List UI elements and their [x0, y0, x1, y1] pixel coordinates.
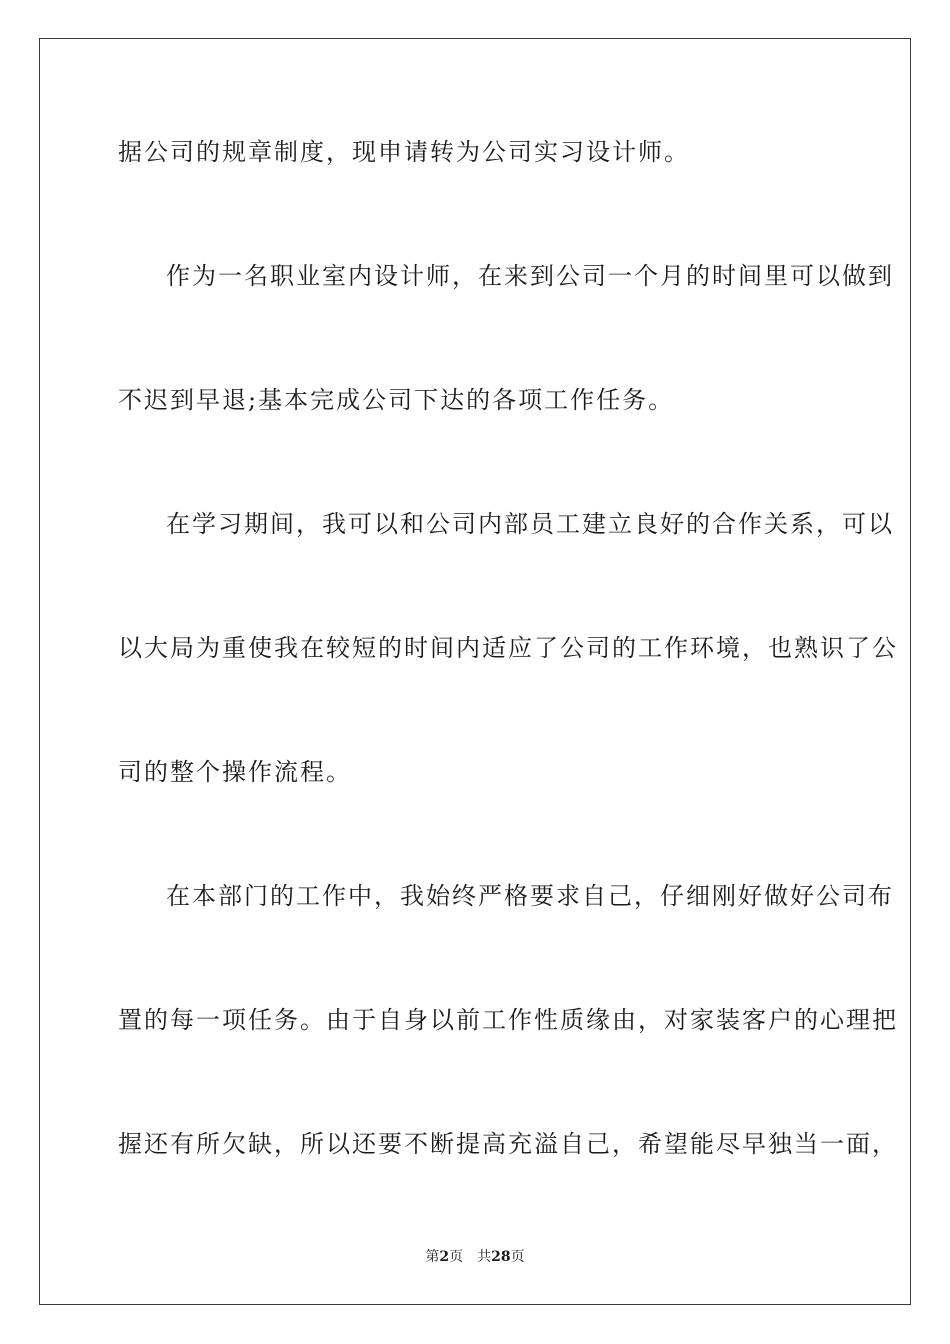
page-number: 2	[439, 1249, 450, 1265]
text-line-5: 以大局为重使我在较短的时间内适应了公司的工作环境，也熟识了公	[118, 634, 898, 662]
total-pages: 28	[491, 1249, 511, 1265]
total-prefix: 共	[477, 1249, 492, 1265]
text-line-7: 在本部门的工作中，我始终严格要求自己，仔细刚好做好公司布	[166, 882, 894, 910]
text-line-4: 在学习期间，我可以和公司内部员工建立良好的合作关系，可以	[166, 510, 894, 538]
page-prefix: 第	[425, 1249, 440, 1265]
text-line-8: 置的每一项任务。由于自身以前工作性质缘由，对家装客户的心理把	[118, 1006, 898, 1034]
total-suffix: 页	[510, 1249, 525, 1265]
text-line-9: 握还有所欠缺，所以还要不断提高充溢自己，希望能尽早独当一面，	[118, 1130, 898, 1158]
text-line-2: 作为一名职业室内设计师，在来到公司一个月的时间里可以做到	[166, 262, 894, 290]
page-footer	[40, 1248, 910, 1266]
text-line-1: 据公司的规章制度，现申请转为公司实习设计师。	[118, 138, 690, 166]
page-suffix: 页	[449, 1249, 464, 1265]
text-line-3: 不迟到早退;基本完成公司下达的各项工作任务。	[118, 386, 675, 414]
text-line-6: 司的整个操作流程。	[118, 758, 352, 786]
document-page	[39, 38, 911, 1305]
